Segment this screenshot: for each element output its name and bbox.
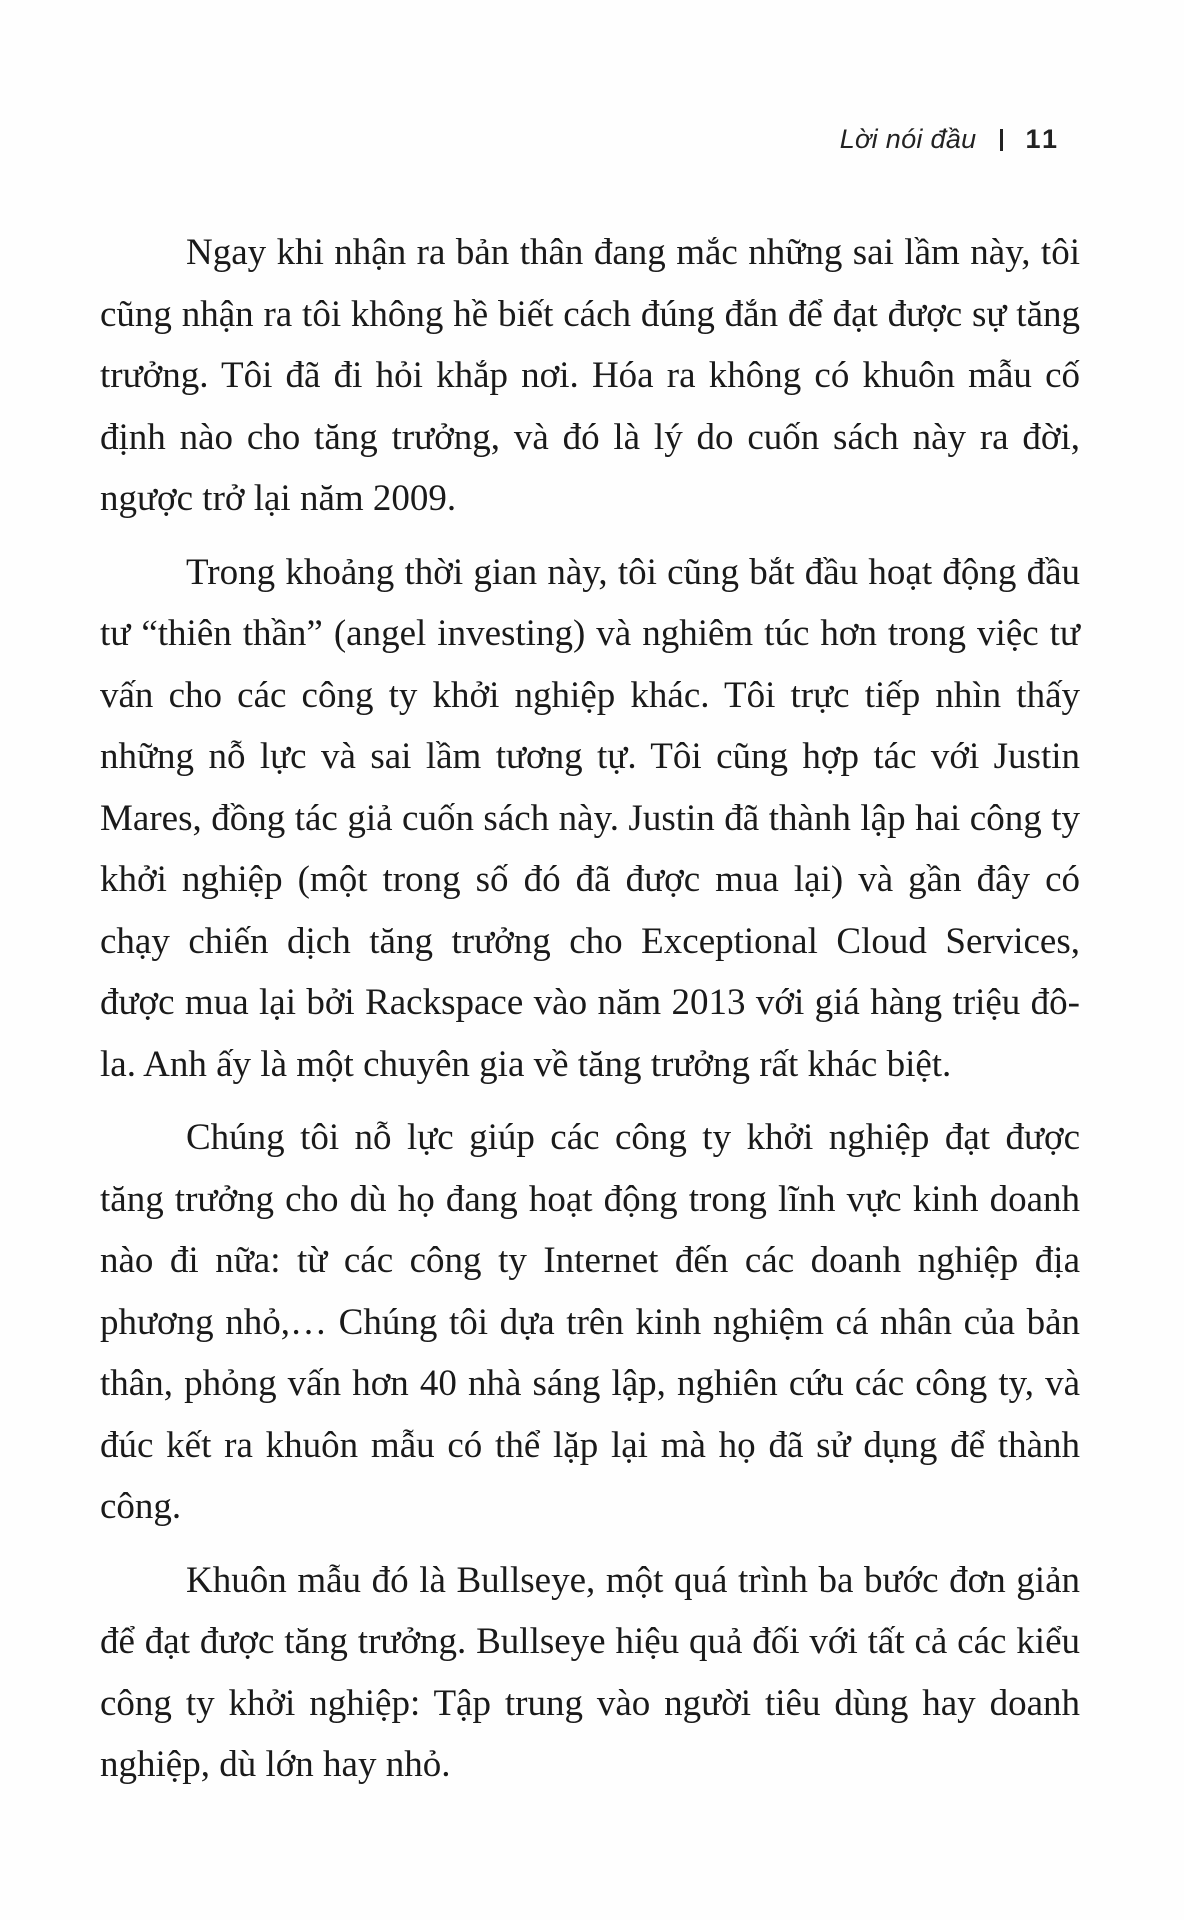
running-header — [840, 124, 1060, 155]
paragraph-4: Khuôn mẫu đó là Bullseye, một quá trình ba bước đơn giản để đạt được tăng trưởng. Bullseye hiệu quả đối với tất cả các kiểu công ty khởi nghiệp: Tập trung vào người tiêu dùng hay doanh nghiệp, dù lớn hay nhỏ. — [100, 1559, 1080, 1785]
page-number: 11 — [1025, 124, 1060, 154]
paragraph-3: Chúng tôi nỗ lực giúp các công ty khởi nghiệp đạt được tăng trưởng cho dù họ đang hoạt động trong lĩnh vực kinh doanh nào đi nữa: từ các công ty Internet đến các doanh nghiệp địa phương nhỏ,… Chúng tôi dựa trên kinh nghiệm cá nhân của bản thân, phỏng vấn hơn 40 nhà sáng lập, nghiên cứu các công ty, và đúc kết ra khuôn mẫu có thể lặp lại mà họ đã sử dụng để thành công. — [100, 1117, 1080, 1527]
chapter-title: Lời nói đầu — [839, 124, 977, 154]
body-text — [100, 222, 1080, 1808]
header-separator — [1000, 129, 1003, 151]
paragraph-1: Ngay khi nhận ra bản thân đang mắc những sai lầm này, tôi cũng nhận ra tôi không hề biết cách đúng đắn để đạt được sự tăng trưởng. Tôi đã đi hỏi khắp nơi. Hóa ra không có khuôn mẫu cố định nào cho tăng trưởng, và đó là lý do cuốn sách này ra đời, ngược trở lại năm 2009. — [100, 232, 1080, 519]
paragraph-2: Trong khoảng thời gian này, tôi cũng bắt đầu hoạt động đầu tư “thiên thần” (angel investing) và nghiêm túc hơn trong việc tư vấn cho các công ty khởi nghiệp khác. Tôi trực tiếp nhìn thấy những nỗ lực và sai lầm tương tự. Tôi cũng hợp tác với Justin Mares, đồng tác giả cuốn sách này. Justin đã thành lập hai công ty khởi nghiệp (một trong số đó đã được mua lại) và gần đây có chạy chiến dịch tăng trưởng cho Exceptional Cloud Services, được mua lại bởi Rackspace vào năm 2013 với giá hàng triệu đô-la. Anh ấy là một chuyên gia về tăng trưởng rất khác biệt. — [100, 551, 1080, 1085]
